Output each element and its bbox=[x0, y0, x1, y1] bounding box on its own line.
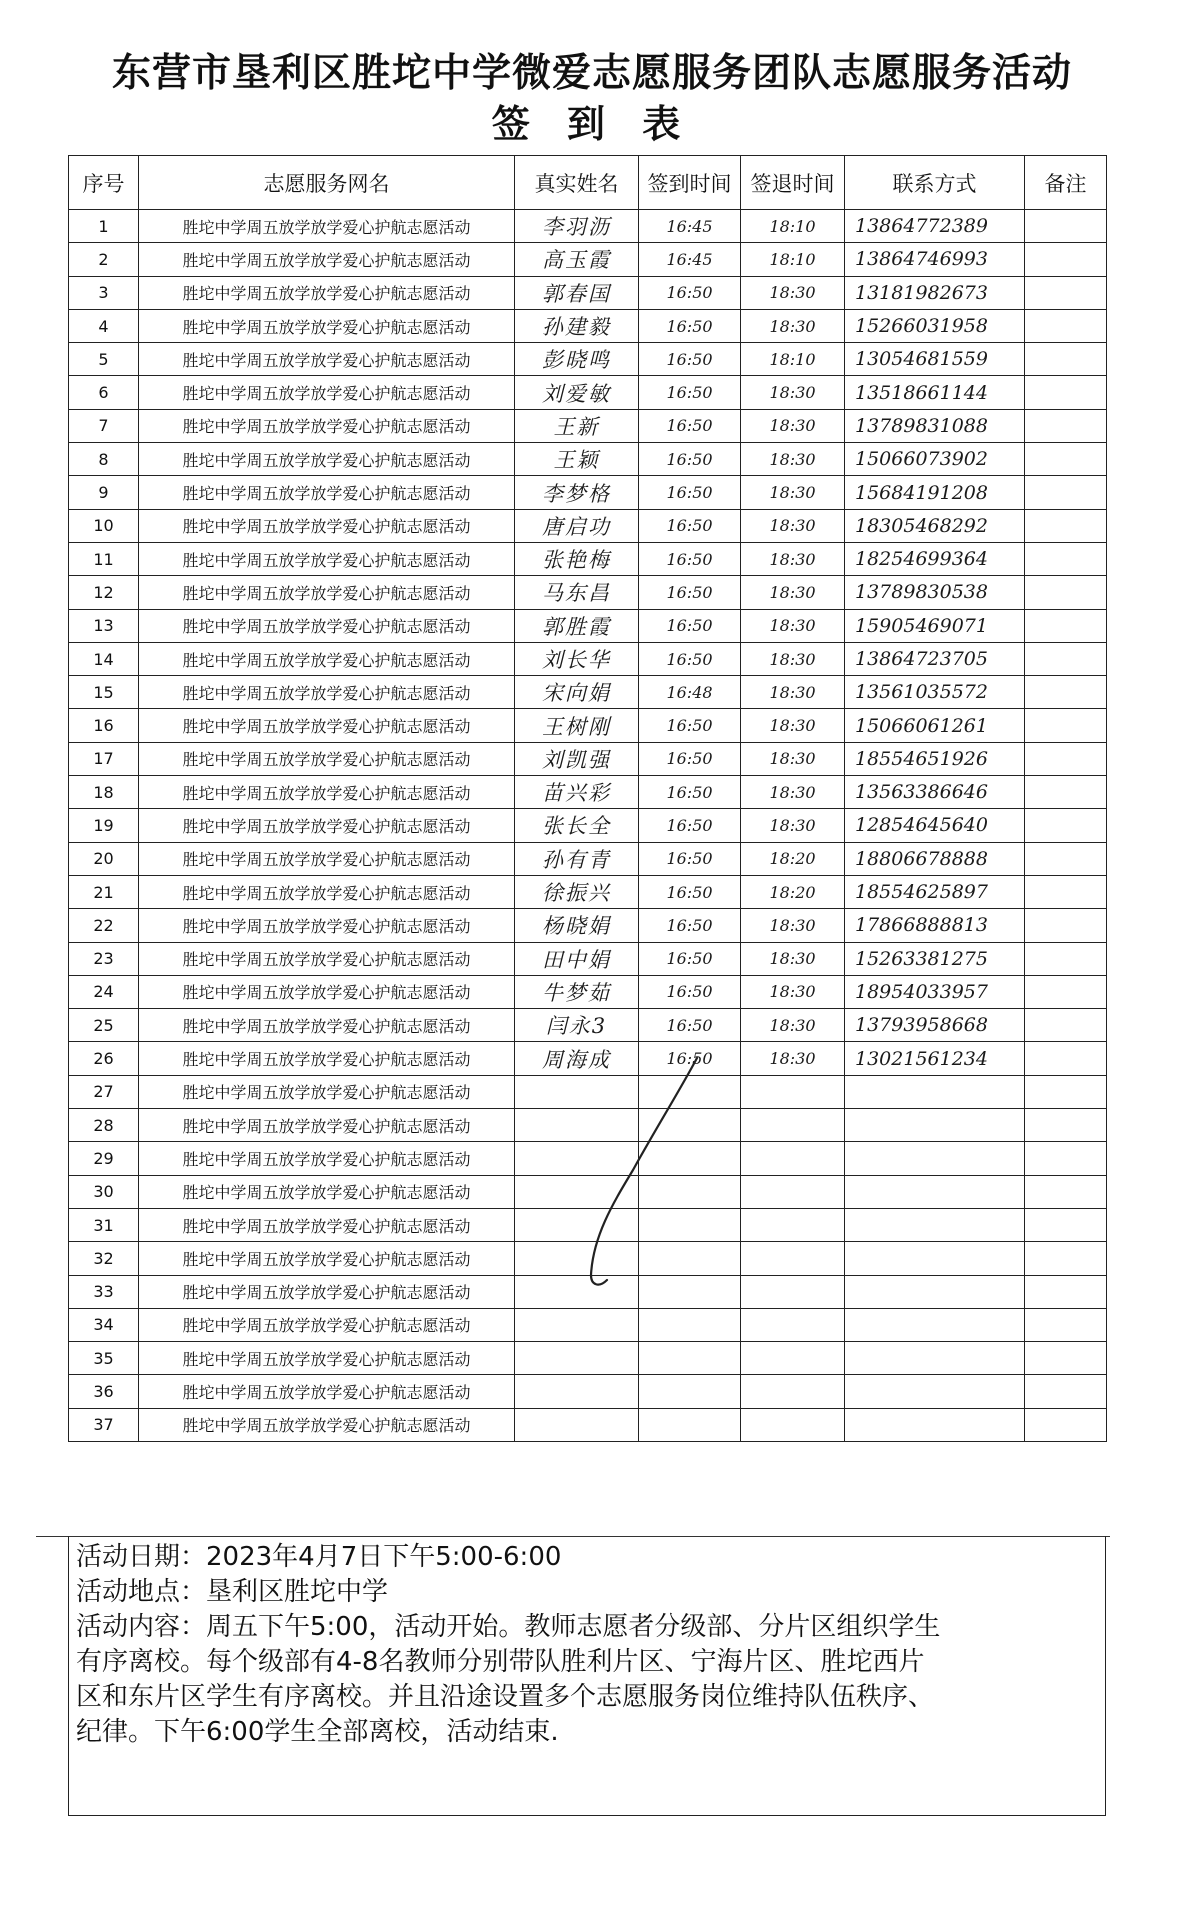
cell-note bbox=[1025, 809, 1107, 842]
cell-name: 苗兴彩 bbox=[515, 776, 639, 809]
cell-activity: 胜坨中学周五放学放学爱心护航志愿活动 bbox=[139, 1275, 515, 1308]
cell-checkout bbox=[741, 1342, 845, 1375]
cell-note bbox=[1025, 1342, 1107, 1375]
cell-note bbox=[1025, 942, 1107, 975]
cell-activity: 胜坨中学周五放学放学爱心护航志愿活动 bbox=[139, 576, 515, 609]
table-row bbox=[69, 609, 1107, 642]
cell-no: 24 bbox=[69, 975, 139, 1008]
cell-note bbox=[1025, 243, 1107, 276]
cell-checkout bbox=[741, 1242, 845, 1275]
cell-name: 王树刚 bbox=[515, 709, 639, 742]
cell-checkout bbox=[741, 1208, 845, 1241]
cell-no: 30 bbox=[69, 1175, 139, 1208]
cell-activity: 胜坨中学周五放学放学爱心护航志愿活动 bbox=[139, 842, 515, 875]
cell-note bbox=[1025, 309, 1107, 342]
header-cell-activity: 志愿服务网名 bbox=[139, 156, 515, 210]
cell-note bbox=[1025, 343, 1107, 376]
cell-checkin: 16:50 bbox=[639, 709, 741, 742]
table-row bbox=[69, 676, 1107, 709]
cell-name: 孙有青 bbox=[515, 842, 639, 875]
cell-activity: 胜坨中学周五放学放学爱心护航志愿活动 bbox=[139, 1075, 515, 1108]
cell-checkout: 18:30 bbox=[741, 576, 845, 609]
cell-no: 3 bbox=[69, 276, 139, 309]
cell-phone: 13021561234 bbox=[845, 1042, 1025, 1075]
cell-checkin: 16:50 bbox=[639, 909, 741, 942]
cell-checkout bbox=[741, 1075, 845, 1108]
cell-no: 12 bbox=[69, 576, 139, 609]
cell-checkout: 18:30 bbox=[741, 975, 845, 1008]
cell-name bbox=[515, 1342, 639, 1375]
cell-note bbox=[1025, 210, 1107, 243]
cell-phone: 18954033957 bbox=[845, 975, 1025, 1008]
cell-checkout: 18:30 bbox=[741, 742, 845, 775]
cell-phone bbox=[845, 1275, 1025, 1308]
cell-note bbox=[1025, 776, 1107, 809]
cell-checkout: 18:30 bbox=[741, 409, 845, 442]
cell-checkout: 18:30 bbox=[741, 509, 845, 542]
table-row bbox=[69, 443, 1107, 476]
header-cell-no: 序号 bbox=[69, 156, 139, 210]
cell-checkin: 16:50 bbox=[639, 942, 741, 975]
cell-activity: 胜坨中学周五放学放学爱心护航志愿活动 bbox=[139, 742, 515, 775]
cell-name: 孙建毅 bbox=[515, 309, 639, 342]
table-row bbox=[69, 509, 1107, 542]
cell-note bbox=[1025, 1075, 1107, 1108]
cell-checkin: 16:50 bbox=[639, 509, 741, 542]
cell-name: 唐启功 bbox=[515, 509, 639, 542]
cell-no: 17 bbox=[69, 742, 139, 775]
cell-checkin: 16:50 bbox=[639, 376, 741, 409]
cell-note bbox=[1025, 409, 1107, 442]
cell-checkin: 16:50 bbox=[639, 576, 741, 609]
cell-note bbox=[1025, 1109, 1107, 1142]
cell-name bbox=[515, 1375, 639, 1408]
cell-checkout bbox=[741, 1142, 845, 1175]
cell-phone: 18254699364 bbox=[845, 542, 1025, 575]
activity-content-line: 有序离校。每个级部有4-8名教师分别带队胜利片区、宁海片区、胜坨西片 bbox=[76, 1647, 925, 1677]
cell-checkin: 16:50 bbox=[639, 276, 741, 309]
cell-activity: 胜坨中学周五放学放学爱心护航志愿活动 bbox=[139, 343, 515, 376]
table-row bbox=[69, 809, 1107, 842]
cell-checkout: 18:30 bbox=[741, 1009, 845, 1042]
cell-no: 18 bbox=[69, 776, 139, 809]
table-row bbox=[69, 376, 1107, 409]
cell-phone: 13181982673 bbox=[845, 276, 1025, 309]
cell-checkin: 16:50 bbox=[639, 343, 741, 376]
cell-phone bbox=[845, 1075, 1025, 1108]
cell-no: 2 bbox=[69, 243, 139, 276]
cell-checkout: 18:30 bbox=[741, 1042, 845, 1075]
cell-checkout bbox=[741, 1275, 845, 1308]
cell-name: 郭胜霞 bbox=[515, 609, 639, 642]
cell-note bbox=[1025, 542, 1107, 575]
cell-phone: 18554625897 bbox=[845, 875, 1025, 908]
cell-note bbox=[1025, 1242, 1107, 1275]
cell-checkin: 16:48 bbox=[639, 676, 741, 709]
cell-note bbox=[1025, 376, 1107, 409]
cell-phone bbox=[845, 1342, 1025, 1375]
cell-activity: 胜坨中学周五放学放学爱心护航志愿活动 bbox=[139, 476, 515, 509]
cell-checkout: 18:30 bbox=[741, 609, 845, 642]
cell-activity: 胜坨中学周五放学放学爱心护航志愿活动 bbox=[139, 609, 515, 642]
cell-no: 28 bbox=[69, 1109, 139, 1142]
cell-name: 田中娟 bbox=[515, 942, 639, 975]
cell-name: 刘凯强 bbox=[515, 742, 639, 775]
cell-name: 闫永3 bbox=[515, 1009, 639, 1042]
cell-name: 张艳梅 bbox=[515, 542, 639, 575]
cell-checkout: 18:30 bbox=[741, 476, 845, 509]
cell-checkin: 16:50 bbox=[639, 875, 741, 908]
cell-phone bbox=[845, 1375, 1025, 1408]
cell-note bbox=[1025, 1009, 1107, 1042]
cell-no: 33 bbox=[69, 1275, 139, 1308]
cell-activity: 胜坨中学周五放学放学爱心护航志愿活动 bbox=[139, 376, 515, 409]
cell-checkout: 18:30 bbox=[741, 542, 845, 575]
table-row bbox=[69, 309, 1107, 342]
table-row bbox=[69, 243, 1107, 276]
cell-checkout: 18:30 bbox=[741, 776, 845, 809]
cell-activity: 胜坨中学周五放学放学爱心护航志愿活动 bbox=[139, 243, 515, 276]
cell-note bbox=[1025, 609, 1107, 642]
cell-name: 刘长华 bbox=[515, 642, 639, 675]
cell-name bbox=[515, 1408, 639, 1441]
table-row bbox=[69, 1009, 1107, 1042]
cell-activity: 胜坨中学周五放学放学爱心护航志愿活动 bbox=[139, 942, 515, 975]
cell-no: 37 bbox=[69, 1408, 139, 1441]
cell-checkout: 18:10 bbox=[741, 210, 845, 243]
cell-name bbox=[515, 1308, 639, 1341]
cell-activity: 胜坨中学周五放学放学爱心护航志愿活动 bbox=[139, 875, 515, 908]
cell-no: 22 bbox=[69, 909, 139, 942]
table-row bbox=[69, 409, 1107, 442]
cell-no: 25 bbox=[69, 1009, 139, 1042]
cell-checkin: 16:50 bbox=[639, 1009, 741, 1042]
cell-activity: 胜坨中学周五放学放学爱心护航志愿活动 bbox=[139, 1408, 515, 1441]
table-row bbox=[69, 1375, 1107, 1408]
activity-info bbox=[76, 1540, 1096, 1750]
cell-no: 11 bbox=[69, 542, 139, 575]
header-cell-note: 备注 bbox=[1025, 156, 1107, 210]
cell-checkout: 18:20 bbox=[741, 875, 845, 908]
cell-activity: 胜坨中学周五放学放学爱心护航志愿活动 bbox=[139, 1009, 515, 1042]
cell-phone bbox=[845, 1109, 1025, 1142]
cell-checkin: 16:50 bbox=[639, 975, 741, 1008]
cell-phone: 13518661144 bbox=[845, 376, 1025, 409]
cell-checkin: 16:50 bbox=[639, 609, 741, 642]
cell-note bbox=[1025, 1208, 1107, 1241]
cell-checkout: 18:30 bbox=[741, 309, 845, 342]
cell-checkin: 16:50 bbox=[639, 776, 741, 809]
cell-activity: 胜坨中学周五放学放学爱心护航志愿活动 bbox=[139, 542, 515, 575]
cell-checkout: 18:30 bbox=[741, 276, 845, 309]
cell-phone: 18554651926 bbox=[845, 742, 1025, 775]
cell-note bbox=[1025, 1142, 1107, 1175]
pen-scribble-mark bbox=[585, 1050, 705, 1290]
cell-activity: 胜坨中学周五放学放学爱心护航志愿活动 bbox=[139, 276, 515, 309]
cell-note bbox=[1025, 1275, 1107, 1308]
cell-phone bbox=[845, 1142, 1025, 1175]
cell-checkin bbox=[639, 1408, 741, 1441]
cell-phone: 15266031958 bbox=[845, 309, 1025, 342]
cell-no: 13 bbox=[69, 609, 139, 642]
cell-name: 刘爱敏 bbox=[515, 376, 639, 409]
cell-name: 高玉霞 bbox=[515, 243, 639, 276]
cell-name: 王颖 bbox=[515, 443, 639, 476]
table-row bbox=[69, 343, 1107, 376]
cell-phone bbox=[845, 1408, 1025, 1441]
cell-name: 马东昌 bbox=[515, 576, 639, 609]
cell-note bbox=[1025, 509, 1107, 542]
cell-checkout: 18:30 bbox=[741, 443, 845, 476]
cell-activity: 胜坨中学周五放学放学爱心护航志愿活动 bbox=[139, 776, 515, 809]
cell-no: 10 bbox=[69, 509, 139, 542]
cell-phone bbox=[845, 1208, 1025, 1241]
cell-phone: 15905469071 bbox=[845, 609, 1025, 642]
cell-note bbox=[1025, 875, 1107, 908]
cell-note bbox=[1025, 742, 1107, 775]
table-row bbox=[69, 842, 1107, 875]
cell-name: 杨晓娟 bbox=[515, 909, 639, 942]
cell-phone: 13789831088 bbox=[845, 409, 1025, 442]
cell-phone: 13864746993 bbox=[845, 243, 1025, 276]
cell-phone: 12854645640 bbox=[845, 809, 1025, 842]
cell-no: 27 bbox=[69, 1075, 139, 1108]
cell-phone: 15066073902 bbox=[845, 443, 1025, 476]
cell-checkout bbox=[741, 1308, 845, 1341]
cell-name: 郭春国 bbox=[515, 276, 639, 309]
activity-content-line: 区和东片区学生有序离校。并且沿途设置多个志愿服务岗位维持队伍秩序、 bbox=[76, 1682, 935, 1712]
cell-checkin: 16:50 bbox=[639, 842, 741, 875]
header-row bbox=[69, 156, 1107, 210]
table-row bbox=[69, 975, 1107, 1008]
cell-note bbox=[1025, 676, 1107, 709]
cell-phone: 15066061261 bbox=[845, 709, 1025, 742]
cell-note bbox=[1025, 576, 1107, 609]
table-row bbox=[69, 709, 1107, 742]
cell-activity: 胜坨中学周五放学放学爱心护航志愿活动 bbox=[139, 676, 515, 709]
cell-phone bbox=[845, 1242, 1025, 1275]
table-row bbox=[69, 276, 1107, 309]
activity-content-line: 活动内容：周五下午5:00，活动开始。教师志愿者分级部、分片区组织学生 bbox=[76, 1612, 941, 1642]
cell-phone: 15684191208 bbox=[845, 476, 1025, 509]
cell-checkout bbox=[741, 1109, 845, 1142]
cell-activity: 胜坨中学周五放学放学爱心护航志愿活动 bbox=[139, 509, 515, 542]
table-row bbox=[69, 1408, 1107, 1441]
cell-no: 4 bbox=[69, 309, 139, 342]
cell-phone: 18806678888 bbox=[845, 842, 1025, 875]
cell-no: 16 bbox=[69, 709, 139, 742]
cell-checkin: 16:50 bbox=[639, 476, 741, 509]
cell-note bbox=[1025, 909, 1107, 942]
cell-activity: 胜坨中学周五放学放学爱心护航志愿活动 bbox=[139, 1342, 515, 1375]
cell-activity: 胜坨中学周五放学放学爱心护航志愿活动 bbox=[139, 1175, 515, 1208]
cell-checkin: 16:45 bbox=[639, 243, 741, 276]
cell-checkin bbox=[639, 1308, 741, 1341]
cell-activity: 胜坨中学周五放学放学爱心护航志愿活动 bbox=[139, 309, 515, 342]
cell-activity: 胜坨中学周五放学放学爱心护航志愿活动 bbox=[139, 1208, 515, 1241]
cell-phone: 13793958668 bbox=[845, 1009, 1025, 1042]
cell-activity: 胜坨中学周五放学放学爱心护航志愿活动 bbox=[139, 1242, 515, 1275]
table-row bbox=[69, 576, 1107, 609]
cell-checkin: 16:50 bbox=[639, 642, 741, 675]
table-row bbox=[69, 742, 1107, 775]
cell-activity: 胜坨中学周五放学放学爱心护航志愿活动 bbox=[139, 709, 515, 742]
table-row bbox=[69, 476, 1107, 509]
cell-checkout: 18:30 bbox=[741, 709, 845, 742]
table-row bbox=[69, 909, 1107, 942]
cell-checkout: 18:30 bbox=[741, 942, 845, 975]
cell-checkout: 18:10 bbox=[741, 343, 845, 376]
cell-name: 宋向娟 bbox=[515, 676, 639, 709]
cell-checkin: 16:50 bbox=[639, 542, 741, 575]
cell-checkin: 16:50 bbox=[639, 443, 741, 476]
cell-no: 20 bbox=[69, 842, 139, 875]
cell-checkout: 18:30 bbox=[741, 676, 845, 709]
table-row bbox=[69, 542, 1107, 575]
cell-activity: 胜坨中学周五放学放学爱心护航志愿活动 bbox=[139, 1142, 515, 1175]
cell-phone: 13054681559 bbox=[845, 343, 1025, 376]
cell-checkout: 18:30 bbox=[741, 909, 845, 942]
cell-name: 李羽沥 bbox=[515, 210, 639, 243]
table-row bbox=[69, 1342, 1107, 1375]
cell-phone: 18305468292 bbox=[845, 509, 1025, 542]
cell-activity: 胜坨中学周五放学放学爱心护航志愿活动 bbox=[139, 1109, 515, 1142]
cell-name: 李梦格 bbox=[515, 476, 639, 509]
header-cell-checkin: 签到时间 bbox=[639, 156, 741, 210]
cell-no: 29 bbox=[69, 1142, 139, 1175]
cell-note bbox=[1025, 1308, 1107, 1341]
cell-note bbox=[1025, 842, 1107, 875]
cell-checkin: 16:50 bbox=[639, 809, 741, 842]
cell-phone: 13561035572 bbox=[845, 676, 1025, 709]
cell-activity: 胜坨中学周五放学放学爱心护航志愿活动 bbox=[139, 443, 515, 476]
document-subtitle: 签 到 表 bbox=[491, 102, 693, 146]
document-title: 东营市垦利区胜坨中学微爱志愿服务团队志愿服务活动 bbox=[111, 51, 1072, 96]
cell-no: 34 bbox=[69, 1308, 139, 1341]
cell-note bbox=[1025, 1408, 1107, 1441]
cell-note bbox=[1025, 476, 1107, 509]
activity-location: 活动地点：垦利区胜坨中学 bbox=[76, 1577, 389, 1607]
cell-checkin bbox=[639, 1342, 741, 1375]
cell-note bbox=[1025, 709, 1107, 742]
cell-note bbox=[1025, 1042, 1107, 1075]
cell-phone bbox=[845, 1308, 1025, 1341]
header-cell-name: 真实姓名 bbox=[515, 156, 639, 210]
activity-date: 活动日期：2023年4月7日下午5:00-6:00 bbox=[76, 1542, 562, 1572]
cell-checkout bbox=[741, 1408, 845, 1441]
cell-no: 8 bbox=[69, 443, 139, 476]
cell-name: 彭晓鸣 bbox=[515, 343, 639, 376]
cell-checkout: 18:30 bbox=[741, 809, 845, 842]
cell-no: 6 bbox=[69, 376, 139, 409]
cell-no: 19 bbox=[69, 809, 139, 842]
cell-no: 7 bbox=[69, 409, 139, 442]
cell-note bbox=[1025, 443, 1107, 476]
cell-activity: 胜坨中学周五放学放学爱心护航志愿活动 bbox=[139, 1042, 515, 1075]
cell-name: 张长全 bbox=[515, 809, 639, 842]
cell-checkout: 18:20 bbox=[741, 842, 845, 875]
cell-no: 1 bbox=[69, 210, 139, 243]
cell-note bbox=[1025, 642, 1107, 675]
cell-note bbox=[1025, 1175, 1107, 1208]
cell-phone bbox=[845, 1175, 1025, 1208]
cell-checkin: 16:45 bbox=[639, 210, 741, 243]
cell-activity: 胜坨中学周五放学放学爱心护航志愿活动 bbox=[139, 809, 515, 842]
cell-phone: 17866888813 bbox=[845, 909, 1025, 942]
table-row bbox=[69, 942, 1107, 975]
table-row bbox=[69, 1308, 1107, 1341]
table-row bbox=[69, 875, 1107, 908]
cell-name: 周海成 bbox=[515, 1042, 639, 1075]
cell-checkin: 16:50 bbox=[639, 409, 741, 442]
table-row bbox=[69, 210, 1107, 243]
cell-name: 王新 bbox=[515, 409, 639, 442]
cell-activity: 胜坨中学周五放学放学爱心护航志愿活动 bbox=[139, 975, 515, 1008]
cell-checkin: 16:50 bbox=[639, 309, 741, 342]
cell-no: 31 bbox=[69, 1208, 139, 1241]
cell-no: 36 bbox=[69, 1375, 139, 1408]
cell-phone: 13864772389 bbox=[845, 210, 1025, 243]
cell-phone: 13563386646 bbox=[845, 776, 1025, 809]
header-cell-phone: 联系方式 bbox=[845, 156, 1025, 210]
cell-note bbox=[1025, 975, 1107, 1008]
cell-checkout: 18:10 bbox=[741, 243, 845, 276]
cell-no: 26 bbox=[69, 1042, 139, 1075]
header-cell-checkout: 签退时间 bbox=[741, 156, 845, 210]
cell-no: 23 bbox=[69, 942, 139, 975]
cell-checkout: 18:30 bbox=[741, 376, 845, 409]
cell-phone: 13789830538 bbox=[845, 576, 1025, 609]
activity-content-line: 纪律。下午6:00学生全部离校，活动结束. bbox=[76, 1717, 559, 1747]
cell-name: 徐振兴 bbox=[515, 875, 639, 908]
cell-checkin: 16:50 bbox=[639, 742, 741, 775]
cell-no: 21 bbox=[69, 875, 139, 908]
cell-activity: 胜坨中学周五放学放学爱心护航志愿活动 bbox=[139, 1375, 515, 1408]
cell-activity: 胜坨中学周五放学放学爱心护航志愿活动 bbox=[139, 1308, 515, 1341]
cell-activity: 胜坨中学周五放学放学爱心护航志愿活动 bbox=[139, 909, 515, 942]
table-row bbox=[69, 776, 1107, 809]
table-row bbox=[69, 642, 1107, 675]
cell-no: 15 bbox=[69, 676, 139, 709]
cell-note bbox=[1025, 1375, 1107, 1408]
cell-checkout: 18:30 bbox=[741, 642, 845, 675]
cell-activity: 胜坨中学周五放学放学爱心护航志愿活动 bbox=[139, 210, 515, 243]
cell-checkin: 16:50 bbox=[639, 1042, 741, 1075]
cell-checkout bbox=[741, 1375, 845, 1408]
cell-name: 牛梦茹 bbox=[515, 975, 639, 1008]
cell-no: 35 bbox=[69, 1342, 139, 1375]
cell-note bbox=[1025, 276, 1107, 309]
cell-checkin bbox=[639, 1375, 741, 1408]
cell-no: 14 bbox=[69, 642, 139, 675]
cell-phone: 13864723705 bbox=[845, 642, 1025, 675]
cell-activity: 胜坨中学周五放学放学爱心护航志愿活动 bbox=[139, 642, 515, 675]
cell-no: 5 bbox=[69, 343, 139, 376]
cell-no: 32 bbox=[69, 1242, 139, 1275]
cell-checkout bbox=[741, 1175, 845, 1208]
cell-no: 9 bbox=[69, 476, 139, 509]
cell-phone: 15263381275 bbox=[845, 942, 1025, 975]
cell-activity: 胜坨中学周五放学放学爱心护航志愿活动 bbox=[139, 409, 515, 442]
